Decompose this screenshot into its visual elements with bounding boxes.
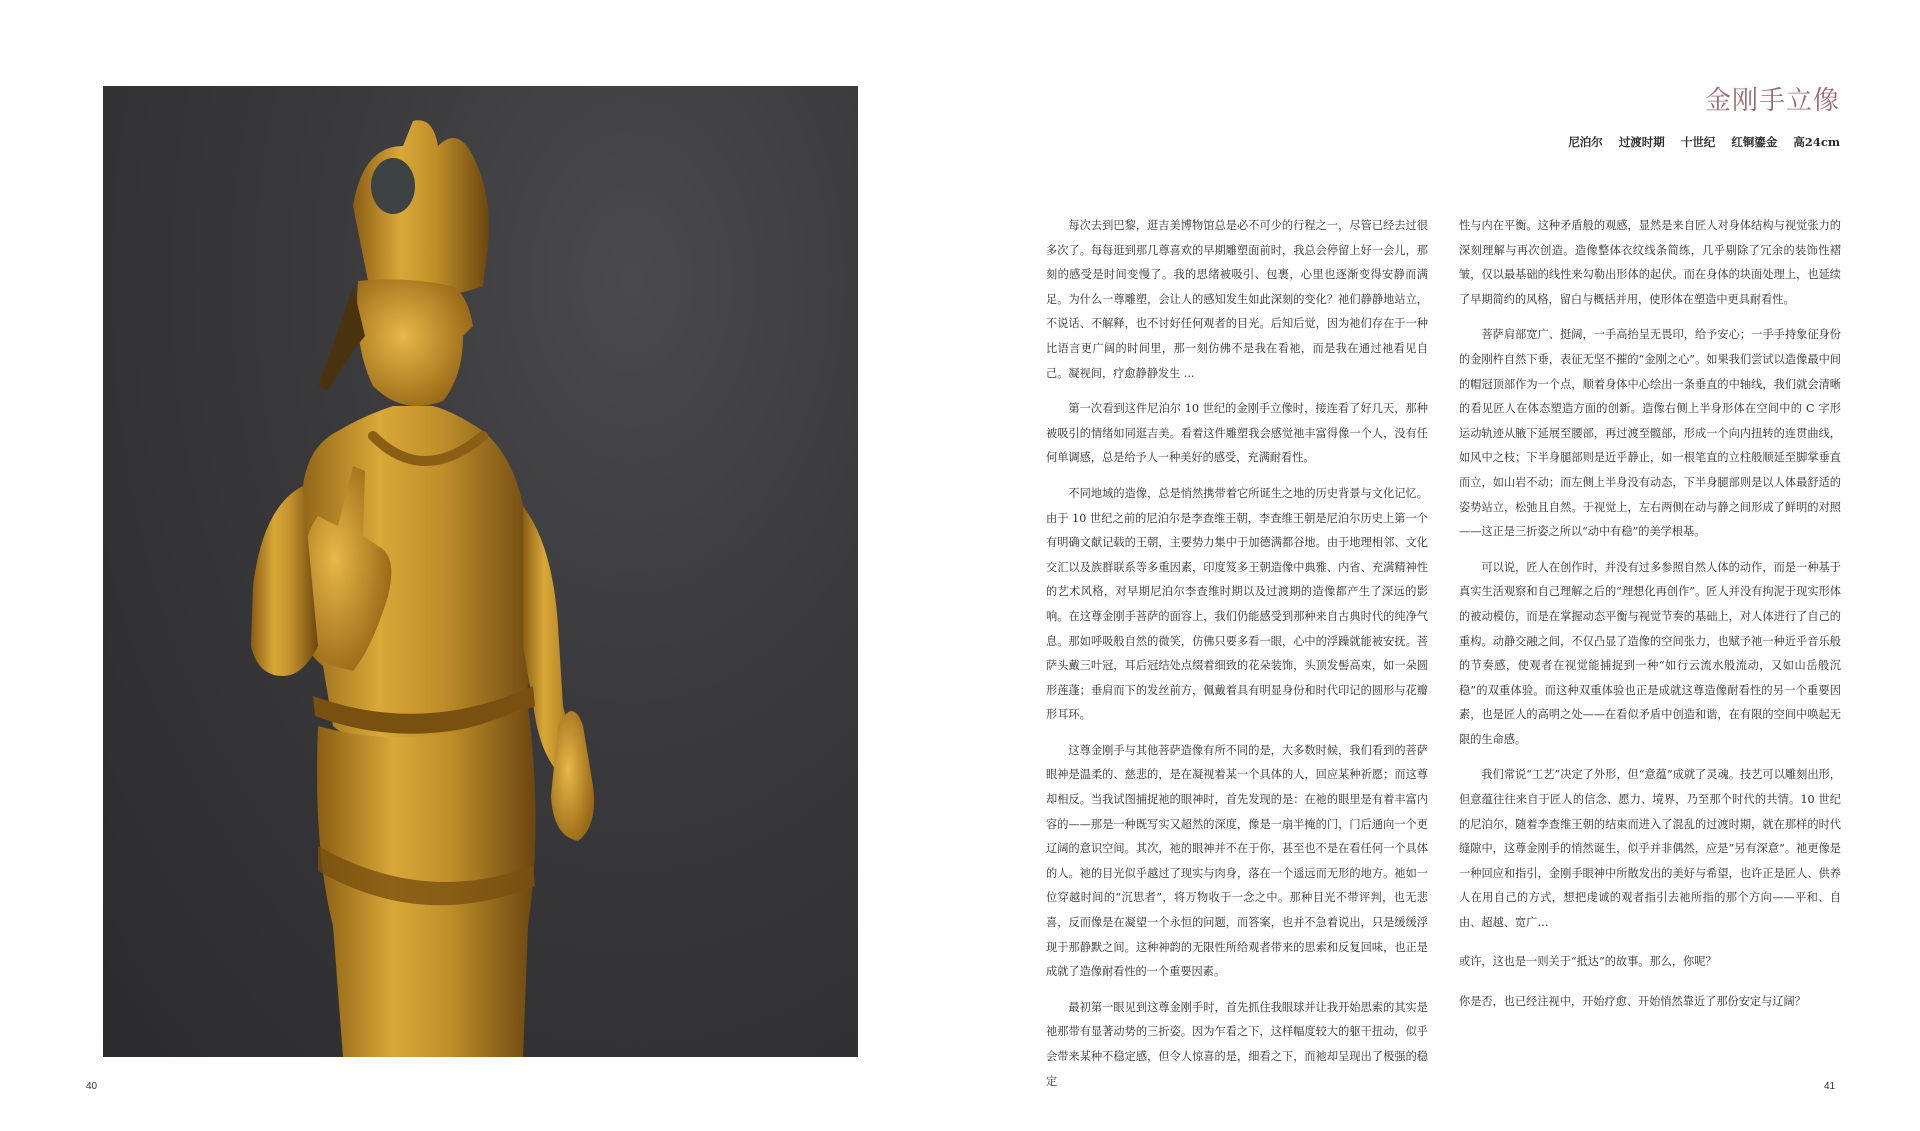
artwork-meta <box>1568 134 1840 150</box>
closing-question: 你是否，也已经注视中，开始疗愈、开始悄然靠近了那份安定与辽阔？ <box>1459 995 1806 1009</box>
page-number-left: 40 <box>86 1081 98 1092</box>
paragraph: 可以说，匠人在创作时，并没有过多参照自然人体的动作，而是一种基于真实生活观察和自己理解之后的“理想化再创作”。匠人并没有拘泥于现实形体的被动模仿，而是在掌握动态平衡与视觉节奏的基础上，对人体进行了自己的重构。动静交融之间，不仅凸显了造像的空间张力，也赋予祂一种近乎音乐般的节奏感，使观者在视觉能捕捉到一种“如行云流水般流动，又如山岳般沉稳”的双重体验。而这种双重体验也正是成就这尊造像耐看性的另一个重要因素，也是匠人的高明之处——在看似矛盾中创造和谐，在有限的空间中唤起无限的生命感。 <box>1459 560 1841 746</box>
paragraph: 菩萨肩部宽广、挺阔，一手高抬呈无畏印，给予安心；一手手持象征身份的金刚杵自然下垂，表征无坚不摧的“金刚之心”。如果我们尝试以造像最中间的帽冠顶部作为一个点，顺着身体中心绘出一条垂直的中轴线，我们就会清晰的看见匠人在体态塑造方面的创新。造像右侧上半身形体在空间中的 C 字形运动轨迹从腋下延展至腰部，再过渡至髋部，形成一个向内扭转的连贯曲线，如风中之枝；下半身腿部则是近乎静止，如一根笔直的立柱般顺延至脚掌垂直而立，如山岩不动；而左侧上半身没有动态，下半身腿部则是以人体最舒适的姿势站立，松弛且自然。于视觉上，左右两侧在动与静之间形成了鲜明的对照——这正是三折姿之所以“动中有稳”的美学根基。 <box>1459 328 1841 539</box>
vajrapani-statue-illustration <box>103 86 858 1057</box>
paragraph: 性与内在平衡。这种矛盾般的观感，显然是来自匠人对身体结构与视觉张力的深刻理解与再次创造。造像整体衣纹线条简练，几乎剔除了冗余的装饰性褶皱，仅以最基础的线性来勾勒出形体的起伏。而在身体的块面处理上，也延续了早期简约的风格，留白与概括并用，使形体在塑造中更具耐看性。 <box>1459 219 1841 306</box>
paragraph: 我们常说“工艺”决定了外形，但“意蕴”成就了灵魂。技艺可以雕刻出形，但意蕴往往来自于匠人的信念、愿力、境界，乃至那个时代的共情。10 世纪的尼泊尔，随着李查维王朝的结束而进入了混乱的过渡时期，就在那样的时代缝隙中，这尊金刚手的悄然诞生，似乎并非偶然，应是“另有深意”。祂更像是一种回应和指引，金刚手眼神中所散发出的美好与希望，也许正是匠人、供养人在用自己的方式，想把虔诚的观者指引去祂所指的那个方向——平和、自由、超越、宽广… <box>1459 768 1841 930</box>
meta-material: 红铜鎏金 <box>1731 135 1778 149</box>
paragraph: 最初第一眼见到这尊金刚手时，首先抓住我眼球并让我开始思索的其实是祂那带有显著动势的三折姿。因为乍看之下，这样幅度较大的躯干扭动，似乎会带来某种不稳定感，但令人惊喜的是，细看之下，而祂却呈现出了极强的稳定 <box>1046 1000 1428 1088</box>
text-column-right <box>1459 214 1841 1031</box>
closing-question: 或许，这也是一则关于“抵达”的故事。那么，你呢？ <box>1459 954 1717 968</box>
text-column-left <box>1046 214 1428 1105</box>
article-title: 金刚手立像 <box>1704 86 1840 116</box>
page-number-right: 41 <box>1824 1081 1836 1092</box>
meta-century: 十世纪 <box>1680 135 1716 149</box>
statue-photo <box>103 86 858 1057</box>
meta-height: 高24cm <box>1793 135 1840 149</box>
paragraph: 每次去到巴黎，逛吉美博物馆总是必不可少的行程之一，尽管已经去过很多次了。每每逛到那几尊喜欢的早期雕塑面前时，我总会停留上好一会儿，那刻的感受是时间变慢了。我的思绪被吸引、包裹，心里也逐渐变得安静而满足。为什么一尊雕塑，会让人的感知发生如此深刻的变化？祂们静静地站立，不说话、不解释，也不讨好任何观者的目光。后知后觉，因为祂们存在于一种比语言更广阔的时间里，那一刻仿佛不是我在看祂，而是我在通过祂看见自己。凝视间，疗愈静静发生 ... <box>1046 219 1428 380</box>
meta-period: 过渡时期 <box>1618 135 1665 149</box>
paragraph: 这尊金刚手与其他菩萨造像有所不同的是，大多数时候，我们看到的菩萨眼神是温柔的、慈悲的，是在凝视着某一个具体的人，回应某种祈愿；而这尊却相反。当我试图捕捉祂的眼神时，首先发现的是：在祂的眼里是有着丰富内容的——那是一种既写实又超然的深度，像是一扇半掩的门，门后通向一个更辽阔的意识空间。其次，祂的眼神并不在于你，甚至也不是在看任何一个具体的人。祂的目光似乎越过了现实与肉身，落在一个遥远而无形的地方。祂如一位穿越时间的“沉思者”，将万物收于一念之中。那种目光不带评判，也无悲喜，反而像是在凝望一个永恒的问题，而答案，也并不急着说出，只是缓缓浮现于那静默之间。这种神韵的无限性所给观者带来的思索和反复回味，也正是成就了造像耐看性的一个重要因素。 <box>1046 743 1428 979</box>
paragraph: 不同地域的造像，总是悄然携带着它所诞生之地的历史背景与文化记忆。由于 10 世纪之前的尼泊尔是李查维王朝，李查维王朝是尼泊尔历史上第一个有明确文献记载的王朝，主要势力集中于加德满都谷地。由于地理相邻、文化交汇以及族群联系等多重因素，印度笈多王朝造像中典雅、内省、充满精神性的艺术风格，对早期尼泊尔李查维时期以及过渡期的造像都产生了深远的影响。在这尊金刚手菩萨的面容上，我们仍能感受到那种来自古典时代的纯净气息。那如呼吸般自然的微笑，仿佛只要多看一眼，心中的浮躁就能被安抚。菩萨头戴三叶冠，耳后冠结处点缀着细致的花朵装饰，头顶发髻高束，如一朵圆形莲蓬；垂肩而下的发丝前方，佩戴着具有明显身份和时代印记的圆形与花瓣形耳环。 <box>1046 486 1428 722</box>
paragraph: 第一次看到这件尼泊尔 10 世纪的金刚手立像时，接连看了好几天，那种被吸引的情绪如同逛吉美。看着这件雕塑我会感觉祂丰富得像一个人，没有任何单调感，总是给予人一种美好的感受，充满耐看性。 <box>1046 402 1428 465</box>
meta-origin: 尼泊尔 <box>1568 135 1603 149</box>
